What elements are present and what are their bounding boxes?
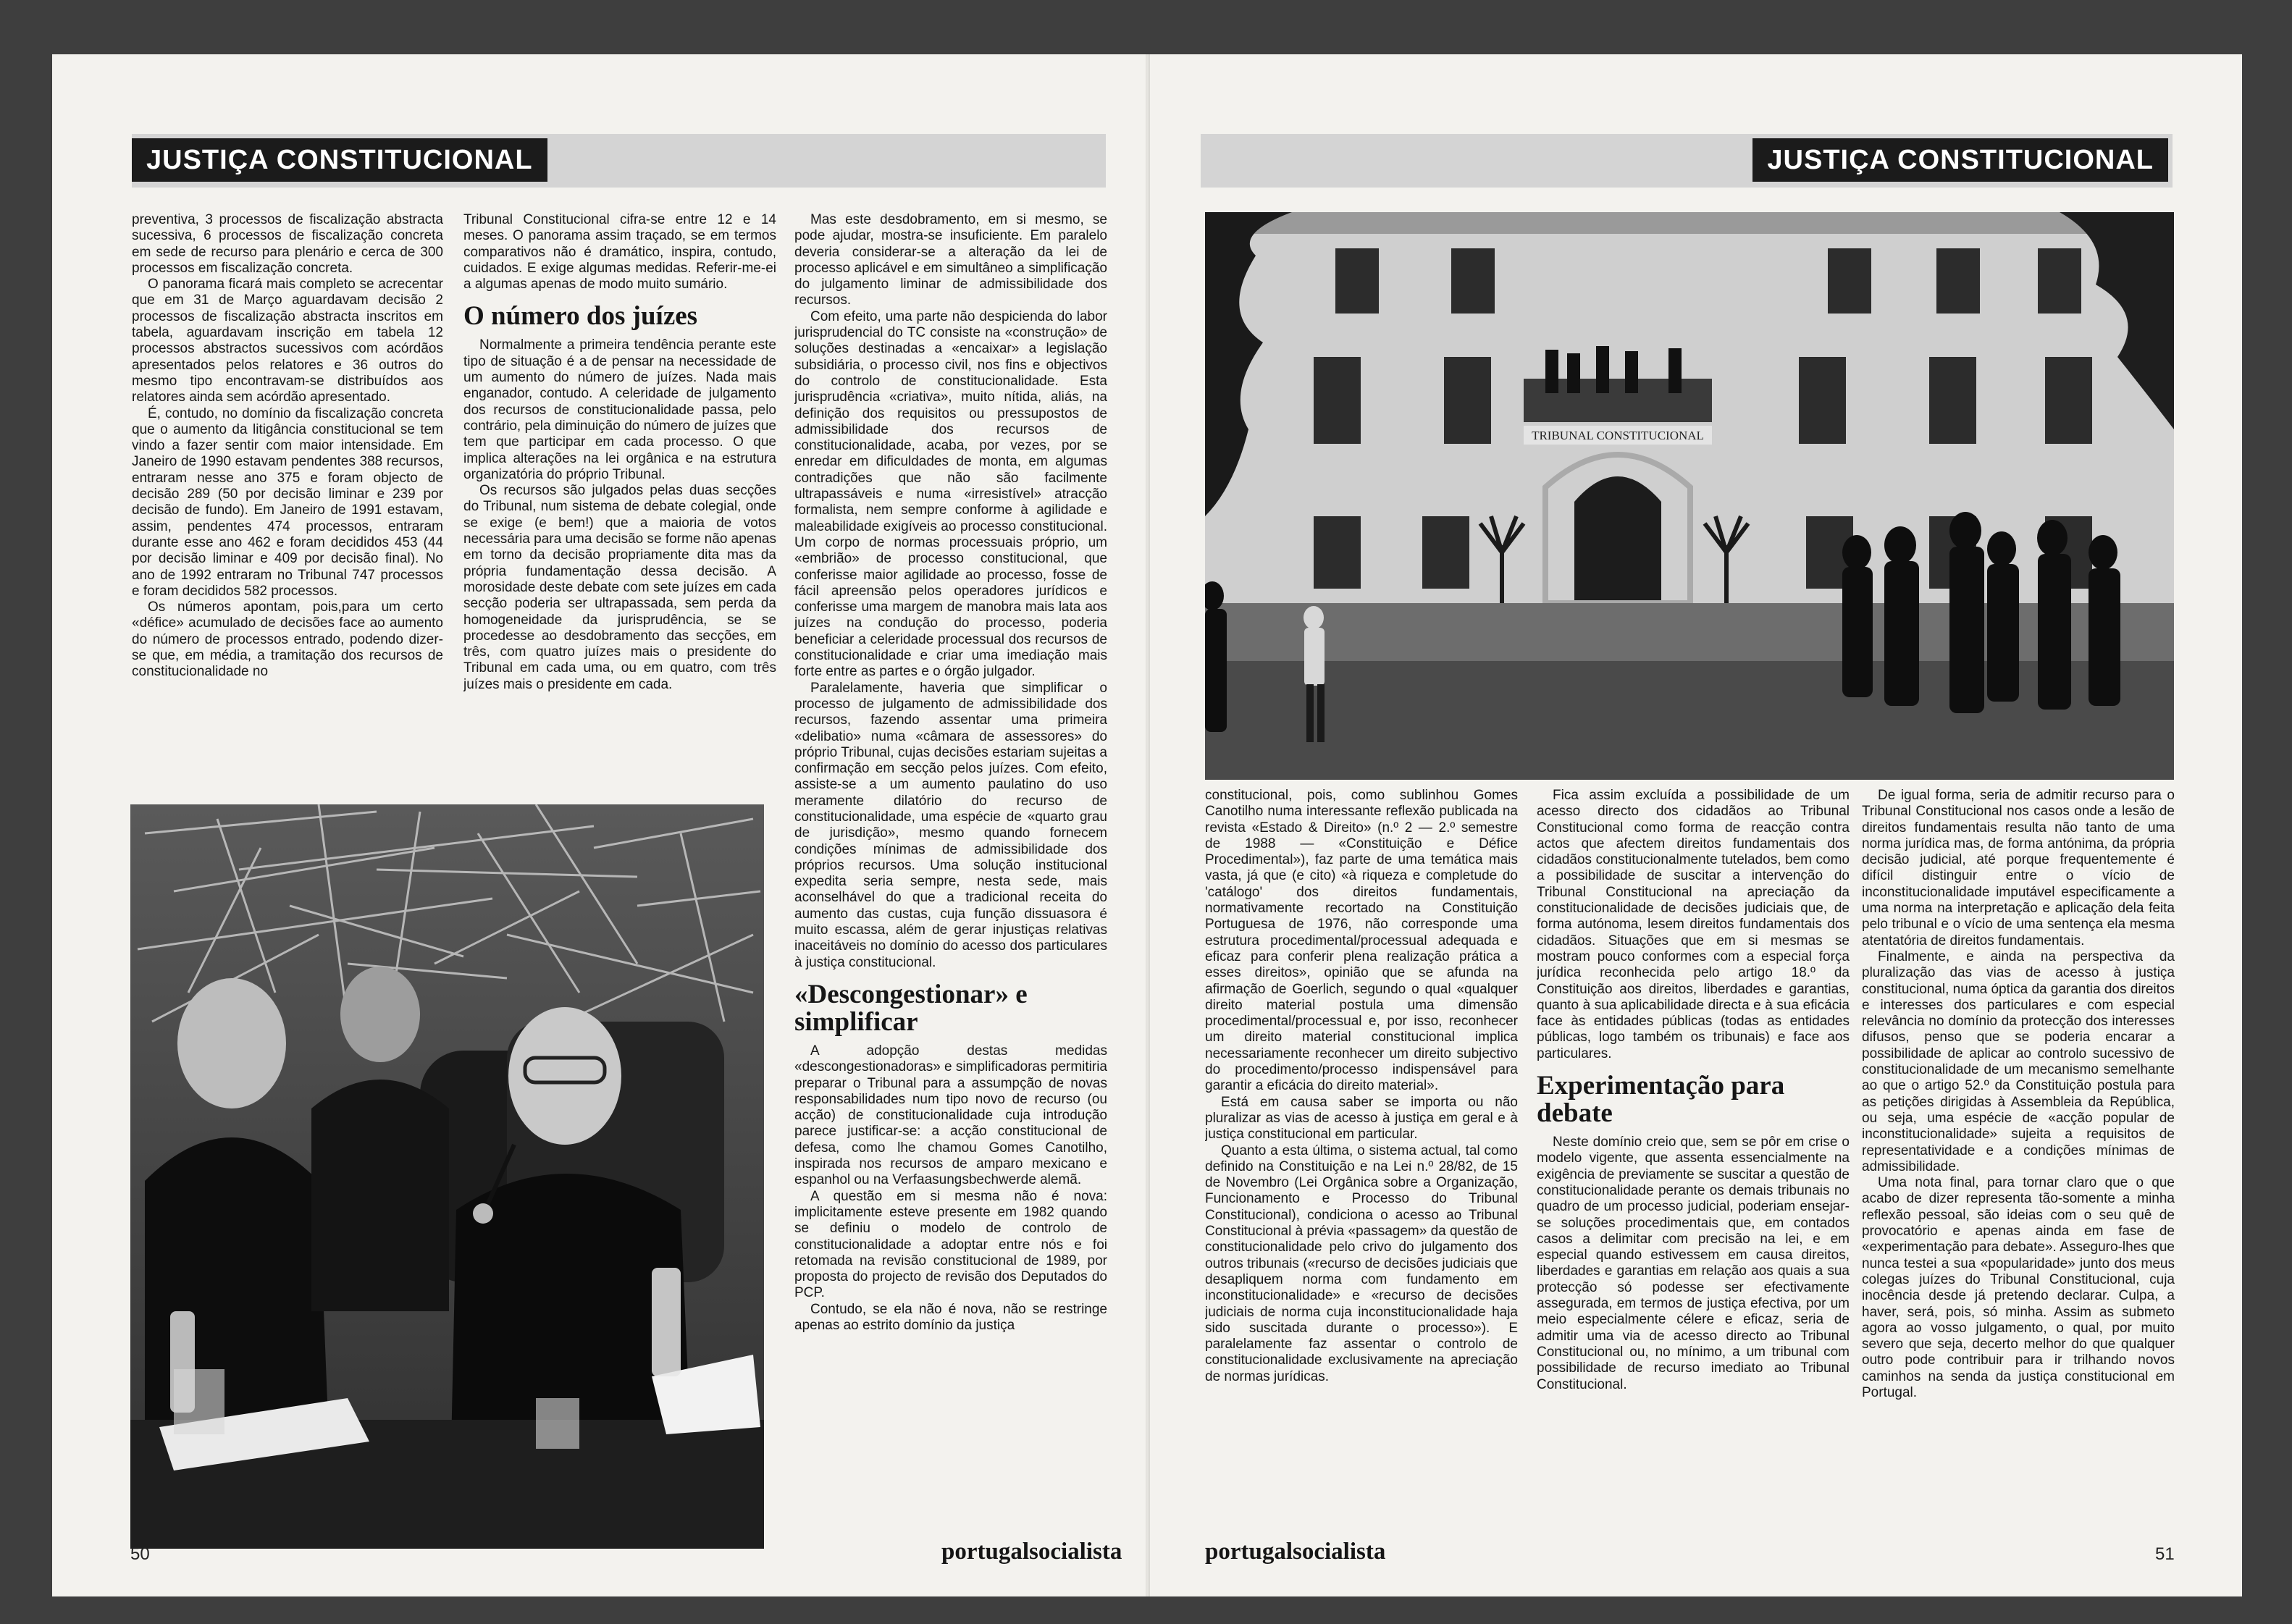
paragraph: Está em causa saber se importa ou não pluralizar as vias de acesso à justiça em geral e à justiça constitucional em particular. xyxy=(1205,1094,1518,1143)
paragraph: A adopção destas medidas «descongestionadoras» e simplificadoras permitiria preparar o Tribunal para a assumpção de novas responsabilidades num tipo novo de recurso (ou acção) de constitucionalidade cuja introdução parece justificar-se: a acção constitucional de defesa, como lhe chamou Gomes Canotilho, inspirada nos recursos de amparo mexicano e espanhol ou na Verfaasungsbechwerde alemã. xyxy=(794,1043,1107,1188)
section-header-bar xyxy=(1201,134,2173,188)
magazine-name: portugalsocialista xyxy=(1205,1539,1386,1565)
left-column-1 xyxy=(132,212,443,843)
paragraph: De igual forma, seria de admitir recurso para o Tribunal Constitucional nos casos onde a lesão de direitos fundamentais resulta não tanto de uma norma jurídica mas, de forma antónima, da própria decisão judicial, até porque frequentemente é difícil distinguir entre o vício de inconstitucionalidade imputável especificamente a uma norma na interpretação e aplicação dela feita pelo tribunal e o vício de uma sentença ela mesma atentatória de direitos fundamentais. xyxy=(1862,788,2175,948)
tribunal-building-photo xyxy=(1205,212,2174,780)
paragraph: A questão em si mesma não é nova: implicitamente esteve presente em 1982 quando se definiu o modelo de controlo de constitucionalidade a adoptar entre nós e foi retomada na revisão constitucional de 1989, por proposta do projecto de revisão dos Deputados do PCP. xyxy=(794,1188,1107,1301)
right-page xyxy=(1150,54,2242,1596)
section-title: JUSTIÇA CONSTITUCIONAL xyxy=(1752,138,2168,182)
paragraph: Contudo, se ela não é nova, não se restringe apenas ao estrito domínio da justiça xyxy=(794,1301,1107,1333)
page-number: 50 xyxy=(130,1544,150,1564)
judges-photo xyxy=(130,804,764,1549)
paragraph: Fica assim excluída a possibilidade de um acesso directo dos cidadãos ao Tribunal Constitucional como forma de reacção contra actos que afectem direitos fundamentais dos cidadãos constitucionalmente tutelados, bem como a possibilidade de suscitar a intervenção do Tribunal Constitucional na apreciação da constitucionalidade de decisões judiciais que, de forma autónoma, lesem direitos fundamentais dos cidadãos. Situações que em si mesmas se mostram pouco conformes com a especial força jurídica reconhecida pelo artigo 18.º da Constituição aos direitos, liberdades e garantias, quanto à sua aplicabilidade directa e à sua eficácia face às entidades públicas (todas as entidades públicas, logo também os tribunais) e face aos particulares. xyxy=(1537,788,1850,1061)
building-illustration xyxy=(1205,212,2174,780)
right-column-1 xyxy=(1205,788,1518,1544)
paragraph: constitucional, pois, como sublinhou Gomes Canotilho numa interessante reflexão publicada na revista «Estado & Direito» (n.º 2 — 2.º semestre de 1988 — «Constituição e Défice Procedimental»), faz parte de uma temática mais vasta, já que (e cito) «à riqueza e completude do 'catálogo' dos direitos fundamentais, normativamente recortado na Constituição Portuguesa de 1976, não corresponde uma estrutura procedimental/processual adequada e eficaz para conferir plena realização prática a esses direitos», opinião que se afunda na afirmação de Goerlich, segundo o qual «qualquer direito material postula uma dimensão procedimental/processual e, por isso, reconhecer um direito material constitucional implica necessariamente reconhecer um direito subjectivo do procedimento/processo indispensável para garantir a eficácia do direito material». xyxy=(1205,788,1518,1094)
section-title: JUSTIÇA CONSTITUCIONAL xyxy=(132,138,547,182)
right-column-2 xyxy=(1537,788,1850,1544)
subheading: Experimentação para debate xyxy=(1537,1071,1785,1129)
judges-photo-illustration xyxy=(130,804,764,1549)
page-number: 51 xyxy=(2155,1544,2175,1564)
paragraph: Mas este desdobramento, em si mesmo, se pode ajudar, mostra-se insuficiente. Em paralelo deveria considerar-se a alteração da lei de processo aplicável e em simultâneo a simplificação do julgamento liminar de admissibilidade dos recursos. xyxy=(794,212,1107,308)
paragraph: preventiva, 3 processos de fiscalização abstracta sucessiva, 6 processos de fiscalização concreta em sede de recurso para plenário e cerca de 300 processos em fiscalização concreta. xyxy=(132,212,443,276)
paragraph: Os números apontam, pois,para um certo «défice» acumulado de decisões face ao aumento do número de processos entrado, podendo dizer-se que, em média, a tramitação dos recursos de constitucionalidade no xyxy=(132,599,443,680)
paragraph: Neste domínio creio que, sem se pôr em crise o modelo vigente, que assenta essencialmente na exigência de previamente se suscitar a questão de constitucionalidade perante os demais tribunais no quadro de um processo judicial, poderiam ensejar-se soluções procedimentais que, em contados casos a delimitar com precisão na lei, e em especial quando estivessem em causa direitos, liberdades e garantias em relação aos quais a sua protecção só podesse ser efectivamente assegurada, em termos de justiça efectiva, por um meio especialmente célere e eficaz, seria de admitir uma via de acesso directo ao Tribunal Constitucional ou, no mínimo, a um tribunal com possibilidade de recurso imediato ao Tribunal Constitucional. xyxy=(1537,1135,1850,1392)
subheading: «Descongestionar» e simplificar xyxy=(794,979,1028,1037)
paragraph: Normalmente a primeira tendência perante este tipo de situação é a de pensar na necessidade de um aumento do número de juízes. Nada mais enganador, contudo. A celeridade de julgamento dos recursos de constitucionalidade passa, pelo contrário, pela diminuição do número de juízes que tem que participar em cada processo. O que implica alterações na lei orgânica e na estrutura organizatória do próprio Tribunal. xyxy=(463,337,776,482)
building-sign-text: TRIBUNAL CONSTITUCIONAL xyxy=(1532,429,1704,442)
right-column-3 xyxy=(1862,788,2175,1544)
left-page xyxy=(52,54,1146,1596)
paragraph: Paralelamente, haveria que simplificar o processo de julgamento de admissibilidade dos recursos, fazendo assentar uma primeira «delibatio» numa «câmara de assessores» do próprio Tribunal, cujas decisões estariam sujeitas a confirmação em secção pelos juízes. Com efeito, assiste-se a um aumento paulatino do uso meramente dilatório do recurso de constitucionalidade, uma espécie de «quarto grau de jurisdição», mesmo quando fornecem condições mínimas de admissibilidade dos próprios recursos. Uma solução institucional expedita seria sempre, nesta sede, mais aconselhável do que a tradicional receita do aumento das custas, cuja função dissuasora é muito escassa, além de gerar injustiças relativas inaceitáveis no domínio do acesso dos particulares à justiça constitucional. xyxy=(794,680,1107,970)
magazine-name: portugalsocialista xyxy=(941,1539,1122,1565)
paragraph: Quanto a esta última, o sistema actual, tal como definido na Constituição e na Lei n.º 28/82, de 15 de Novembro (Lei Orgânica sobre a Organização, Funcionamento e Processo do Tribunal Constitucional), condiciona o acesso ao Tribunal Constitucional à prévia «passagem» da questão de constitucionalidade pelo crivo do julgamento dos outros tribunais («recurso de decisões judiciais que desapliquem norma com fundamento em inconstitucionalidade» e «recurso de decisões judiciais de norma cuja inconstitucionalidade haja sido suscitada durante o processo»). E paralelamente faz assentar o controlo de constitucionalidade exclusivamente na apreciação de normas jurídicas. xyxy=(1205,1143,1518,1384)
section-header-bar xyxy=(132,134,1106,188)
left-column-2 xyxy=(463,212,776,843)
paragraph: Com efeito, uma parte não despicienda do labor jurisprudencial do TC consiste na «construção» de soluções destinadas a «encaixar» a legislação subsidiária, o processo civil, nos fins e objectivos do controlo de constitucionalidade. Esta jurisprudência «criativa», muito nítida, aliás, na definição dos requisitos ou pressupostos de admissibilidade dos recursos de constitucionalidade, acaba, por vezes, por se enredar em dificuldades de monta, em algumas contradições que não são facilmente ultrapassáveis e numa «irresistível» atracção formalista, nem sempre conforme à agilidade e maleabilidade exigíveis ao processo constitucional. Um corpo de normas processuais próprio, um «embrião» de processo constitucional, que conferisse maior agilidade ao processo, fosse de fácil apreensão pelos operadores jurídicos e conferisse uma margem de manobra mais lata aos juízes na condução do processo, poderia beneficiar a celeridade processual dos recursos de constitucionalidade e criar uma imediação mais forte entre as partes e o órgão julgador. xyxy=(794,308,1107,680)
paragraph: O panorama ficará mais completo se acrecentar que em 31 de Março aguardavam decisão 2 processos de fiscalização abstracta inscritos em tabela, aguardavam inscrição em tabela 12 processos abstractos sucessivos com acórdãos apresentados pelos relatores e 36 outros do mesmo tipo encontravam-se distribuídos aos relatores ainda sem acórdão apresentado. xyxy=(132,277,443,405)
subheading: O número dos juízes xyxy=(463,301,698,332)
paragraph: Os recursos são julgados pelas duas secções do Tribunal, num sistema de debate colegial, onde se exige (e bem!) que a maioria de votos necessária para uma decisão se forme não apenas em torno da decisão propriamente dita mas da própria fundamentação dessa decisão. A morosidade deste debate com sete juízes em cada secção poderia ser ultrapassada, sem perda da homogeneidade da jurisprudência, se se procedesse ao desdobramento das secções, em três, com quatro juízes mais o presidente do Tribunal em cada uma, ou em quatro, com três juízes mais o presidente em cada. xyxy=(463,483,776,692)
left-column-3 xyxy=(794,212,1107,1544)
paragraph: É, contudo, no domínio da fiscalização concreta que o aumento da litigância constitucional se tem vindo a fazer sentir com maior intensidade. Em Janeiro de 1990 estavam pendentes 388 recursos, entraram nesse ano 375 e foram objecto de decisão 289 (50 por decisão liminar e 239 por decisão de fundo). Em Janeiro de 1991 estavam, assim, pendentes 474 processos, entraram durante esse ano 462 e foram decididos 453 (44 por decisão liminar e 409 por decisão final). No ano de 1992 entraram no Tribunal 747 processos e foram decididos 582 processos. xyxy=(132,405,443,599)
paragraph: Tribunal Constitucional cifra-se entre 12 e 14 meses. O panorama assim traçado, se em termos comparativos não é dramático, inspira, contudo, cuidados. E exige algumas medidas. Referir-me-ei a algumas apenas de modo muito sumário. xyxy=(463,212,776,293)
paragraph: Finalmente, e ainda na perspectiva da pluralização das vias de acesso à justiça constitucional, numa óptica da garantia dos direitos e interesses dos particulares e com especial relevância no domínio da protecção dos interesses difusos, penso que se poderia encarar a possibilidade de aplicar ao controlo sucessivo de constitucionalidade de um mecanismo semelhante ao que o artigo 52.º da Constituição postula para as petições dirigidas à Assembleia da República, ou seja, uma espécie de «acção popular de inconstitucionalidade» sujeita a requisitos de representatividade e a condições mínimas de admissibilidade. xyxy=(1862,948,2175,1174)
paragraph: Uma nota final, para tornar claro que o que acabo de dizer representa tão-somente a minha reflexão pessoal, são ideias com o seu quê de provocatório e apenas ainda em fase de «experimentação para debate». Asseguro-lhes que nunca testei a sua «popularidade» junto dos meus colegas juízes do Tribunal Constitucional, cuja inocência desde já pretendo declarar. Culpa, a haver, será, pois, só minha. Assim as submeto agora ao vosso julgamento, o qual, por muito severo que seja, decerto melhor do que qualquer outro pode contribuir para ir trilhando novos caminhos na senda da justiça constitucional em Portugal. xyxy=(1862,1175,2175,1400)
